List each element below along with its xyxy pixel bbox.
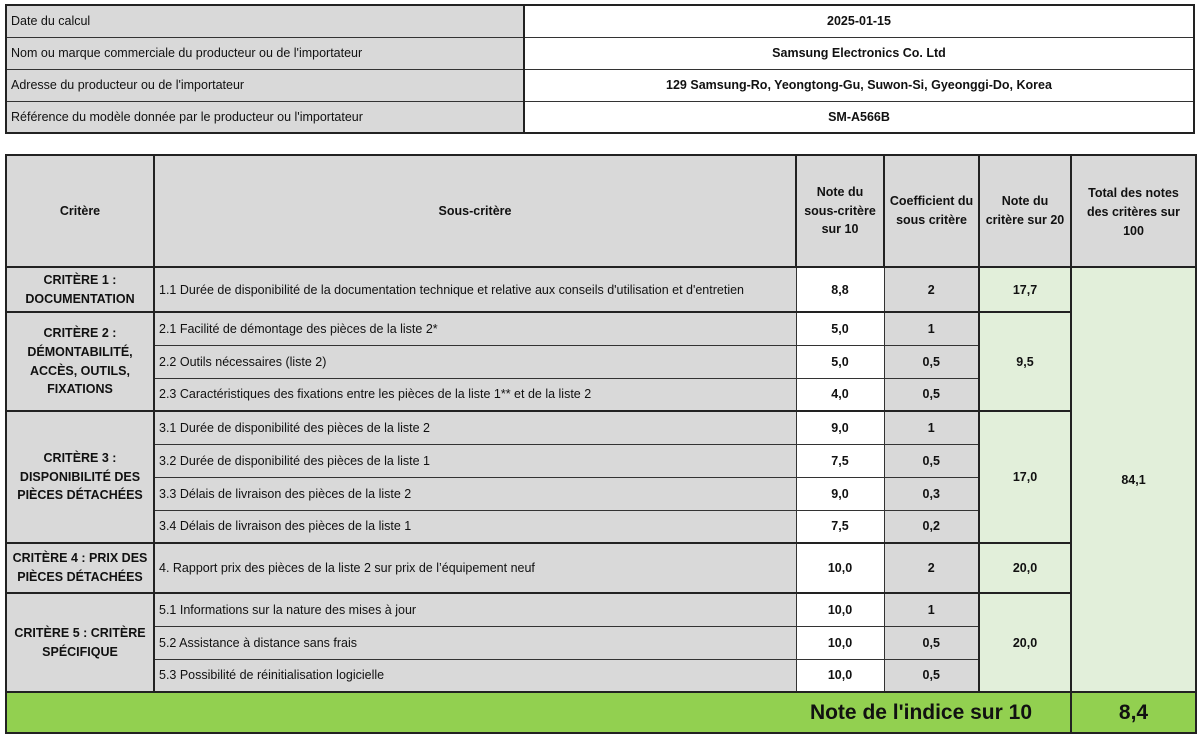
sub-criterion-label: 4. Rapport prix des pièces de la liste 2 sur prix de l’équipement neuf	[154, 543, 796, 593]
criterion-name: CRITÈRE 1 : DOCUMENTATION	[6, 267, 154, 312]
sub-criterion-note: 10,0	[796, 626, 884, 659]
sub-criterion-note: 4,0	[796, 378, 884, 411]
info-value: Samsung Electronics Co. Ltd	[524, 37, 1194, 69]
sub-criterion-coef: 2	[884, 267, 979, 312]
info-value: 129 Samsung-Ro, Yeongtong-Gu, Suwon-Si, Gyeonggi-Do, Korea	[524, 69, 1194, 101]
sub-criterion-note: 9,0	[796, 477, 884, 510]
info-row	[6, 37, 1194, 69]
info-value: 2025-01-15	[524, 5, 1194, 37]
sub-criterion-label: 3.2 Durée de disponibilité des pièces de la liste 1	[154, 444, 796, 477]
header-note-crit: Note du critère sur 20	[979, 155, 1071, 267]
sub-criterion-note: 9,0	[796, 411, 884, 444]
info-row	[6, 69, 1194, 101]
info-row	[6, 101, 1194, 133]
index-value: 8,4	[1071, 692, 1196, 733]
sub-criterion-label: 3.3 Délais de livraison des pièces de la liste 2	[154, 477, 796, 510]
sub-criterion-label: 5.2 Assistance à distance sans frais	[154, 626, 796, 659]
sub-criterion-label: 5.3 Possibilité de réinitialisation logicielle	[154, 659, 796, 692]
sub-criterion-coef: 0,5	[884, 345, 979, 378]
repairability-table	[5, 154, 1197, 734]
header-coef: Coefficient du sous critère	[884, 155, 979, 267]
table-row	[6, 411, 1196, 444]
sub-criterion-note: 10,0	[796, 593, 884, 626]
sub-criterion-coef: 0,5	[884, 378, 979, 411]
index-label: Note de l'indice sur 10	[6, 692, 1071, 733]
sub-criterion-label: 3.4 Délais de livraison des pièces de la liste 1	[154, 510, 796, 543]
criterion-name: CRITÈRE 5 : CRITÈRE SPÉCIFIQUE	[6, 593, 154, 692]
info-label: Nom ou marque commerciale du producteur ou de l'importateur	[6, 37, 524, 69]
sub-criterion-note: 7,5	[796, 510, 884, 543]
footer-row	[6, 692, 1196, 733]
sub-criterion-note: 5,0	[796, 312, 884, 345]
header-note-sous: Note du sous-critère sur 10	[796, 155, 884, 267]
criterion-name: CRITÈRE 4 : PRIX DES PIÈCES DÉTACHÉES	[6, 543, 154, 593]
sub-criterion-label: 5.1 Informations sur la nature des mises à jour	[154, 593, 796, 626]
sub-criterion-note: 8,8	[796, 267, 884, 312]
sub-criterion-coef: 1	[884, 411, 979, 444]
info-row	[6, 5, 1194, 37]
criterion-score: 20,0	[979, 593, 1071, 692]
sub-criterion-coef: 0,3	[884, 477, 979, 510]
sub-criterion-label: 2.1 Facilité de démontage des pièces de la liste 2*	[154, 312, 796, 345]
criterion-name: CRITÈRE 3 : DISPONIBILITÉ DES PIÈCES DÉTACHÉES	[6, 411, 154, 543]
header-total: Total des notes des critères sur 100	[1071, 155, 1196, 267]
sub-criterion-note: 10,0	[796, 543, 884, 593]
sub-criterion-label: 1.1 Durée de disponibilité de la documentation technique et relative aux conseils d'utilisation et d'entretien	[154, 267, 796, 312]
criterion-score: 17,0	[979, 411, 1071, 543]
criterion-score: 17,7	[979, 267, 1071, 312]
table-row	[6, 593, 1196, 626]
header-row	[6, 155, 1196, 267]
sub-criterion-label: 2.2 Outils nécessaires (liste 2)	[154, 345, 796, 378]
product-info-table	[5, 4, 1195, 134]
info-label: Référence du modèle donnée par le producteur ou l'importateur	[6, 101, 524, 133]
table-row	[6, 267, 1196, 312]
total-score: 84,1	[1071, 267, 1196, 692]
sub-criterion-coef: 0,5	[884, 659, 979, 692]
criterion-name: CRITÈRE 2 : DÉMONTABILITÉ, ACCÈS, OUTILS, FIXATIONS	[6, 312, 154, 411]
table-row	[6, 312, 1196, 345]
info-value: SM-A566B	[524, 101, 1194, 133]
sub-criterion-coef: 2	[884, 543, 979, 593]
table-row	[6, 543, 1196, 593]
sub-criterion-note: 10,0	[796, 659, 884, 692]
sub-criterion-label: 2.3 Caractéristiques des fixations entre les pièces de la liste 1** et de la liste 2	[154, 378, 796, 411]
header-critere: Critère	[6, 155, 154, 267]
sub-criterion-coef: 0,2	[884, 510, 979, 543]
sub-criterion-coef: 1	[884, 593, 979, 626]
sub-criterion-label: 3.1 Durée de disponibilité des pièces de la liste 2	[154, 411, 796, 444]
header-sous-critere: Sous-critère	[154, 155, 796, 267]
sub-criterion-coef: 0,5	[884, 444, 979, 477]
sub-criterion-coef: 1	[884, 312, 979, 345]
criterion-score: 20,0	[979, 543, 1071, 593]
info-label: Adresse du producteur ou de l'importateur	[6, 69, 524, 101]
sub-criterion-note: 5,0	[796, 345, 884, 378]
criterion-score: 9,5	[979, 312, 1071, 411]
sub-criterion-note: 7,5	[796, 444, 884, 477]
info-label: Date du calcul	[6, 5, 524, 37]
sub-criterion-coef: 0,5	[884, 626, 979, 659]
